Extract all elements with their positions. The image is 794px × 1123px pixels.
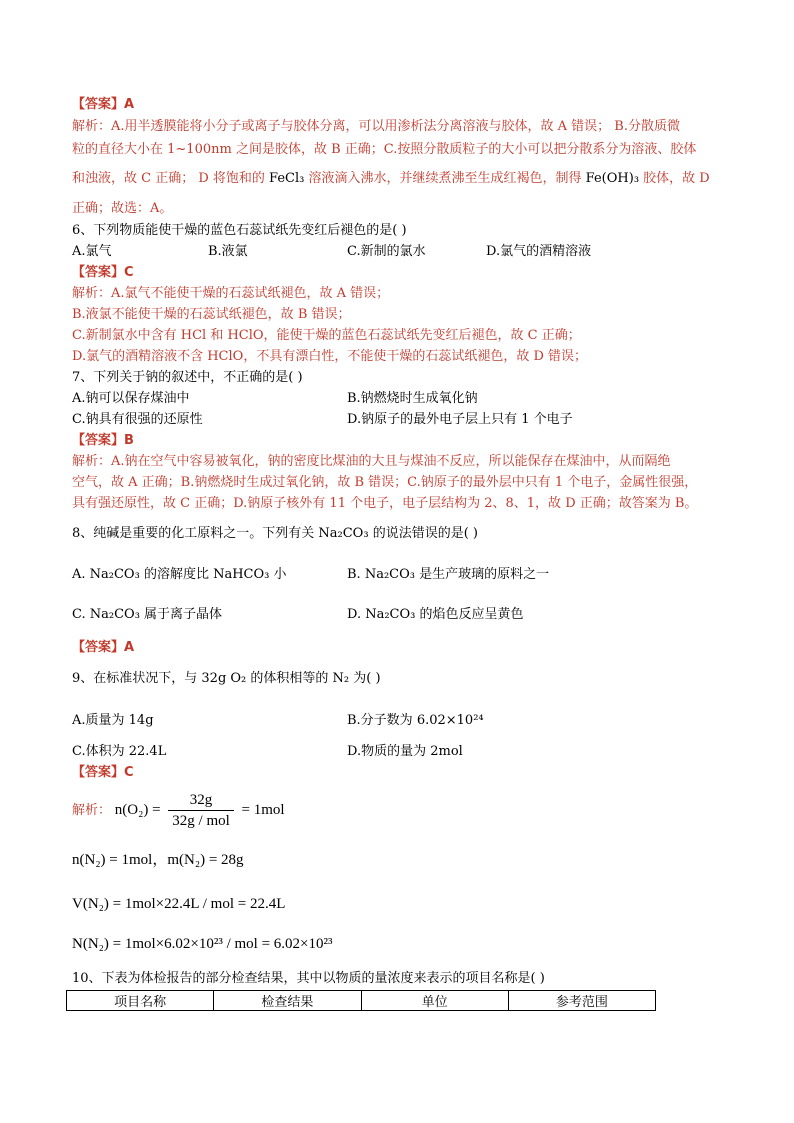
q7-explanation-line3: 具有强还原性，故 C 正确；D.钠原子核外有 11 个电子，电子层结构为 2、8、1，故 D 正确；故答案为 B。 [72,496,698,511]
table-header-cell: 单位 [361,991,508,1011]
q8-option-a: A. Na₂CO₃ 的溶解度比 NaHCO₃ 小 [72,567,287,582]
q8-answer-label: 【答案】A [72,640,135,655]
table-header-cell: 检查结果 [214,991,361,1011]
q7-option-d: D.钠原子的最外电子层上只有 1 个电子 [347,412,573,427]
q9-equation-2: n(N₂) = 1mol，m(N₂) = 28g [72,852,244,868]
q9-option-b: B.分子数为 6.02×10²⁴ [347,713,484,728]
q6-explanation-line4: D.氯气的酒精溶液不含 HClO，不具有漂白性，不能使干燥的石蕊试纸褪色，故 D 错误； [72,349,588,364]
q9-equation-1 [72,790,285,831]
q7-answer-label: 【答案】B [72,433,134,448]
q5-expl-3a: 和浊液，故 C 正确； D 将饱和的 [72,171,265,186]
q6-option-b: B.液氯 [208,244,248,259]
q7-explanation-line1: 解析：A.钠在空气中容易被氧化，钠的密度比煤油的大且与煤油不反应，所以能保存在煤油中，从而隔绝 [72,454,671,469]
q5-expl-3c: 胶体，故 D [643,171,710,186]
q9-answer-label: 【答案】C [72,765,134,780]
q8-option-c: C. Na₂CO₃ 属于离子晶体 [72,607,223,622]
q9-stem: 9、在标准状况下，与 32g O₂ 的体积相等的 N₂ 为( ) [72,671,381,686]
q8-option-d: D. Na₂CO₃ 的焰色反应呈黄色 [347,607,524,622]
q10-stem: 10、下表为体检报告的部分检查结果，其中以物质的量浓度来表示的项目名称是( ) [72,971,545,986]
q6-explanation-line1: 解析：A.氯气不能使干燥的石蕊试纸褪色，故 A 错误； [72,286,390,301]
q9-equation-4: N(N₂) = 1mol×6.02×10²³ / mol = 6.02×10²³ [72,936,333,952]
q5-explanation-line2: 粒的直径大小在 1~100nm 之间是胶体，故 B 正确；C.按照分散质粒子的大小可以把分散系分为溶液、胶体 [72,142,697,157]
table-header-cell: 项目名称 [67,991,214,1011]
q7-option-b: B.钠燃烧时生成氧化钠 [347,391,478,406]
q7-option-a: A.钠可以保存煤油中 [72,391,190,406]
q5-explanation-line1: 解析：A.用半透膜能将小分子或离子与胶体分离，可以用渗析法分离溶液与胶体，故 A 错误； B.分散质微 [72,119,680,134]
q9-eq1-fraction [168,790,234,831]
q9-eq1-denominator: 32g / mol [172,813,230,829]
q6-stem: 6、下列物质能使干燥的蓝色石蕊试纸先变红后褪色的是( ) [72,223,407,238]
q6-answer-label: 【答案】C [72,265,134,280]
q5-expl-3-chem: FeCl₃ [269,171,305,186]
q5-answer-label: 【答案】A [72,97,135,112]
q7-explanation-line2: 空气，故 A 正确；B.钠燃烧时生成过氧化钠，故 B 错误；C.钠原子的最外层中只有 1 个电子，金属性很强， [72,475,698,490]
q6-option-d: D.氯气的酒精溶液 [486,244,592,259]
q5-expl-3b: 溶液滴入沸水，并继续煮沸至生成红褐色，制得 [308,171,582,186]
q8-stem: 8、纯碱是重要的化工原料之一。下列有关 Na₂CO₃ 的说法错误的是( ) [72,526,478,541]
q7-option-c: C.钠具有很强的还原性 [72,412,203,427]
report-table [66,990,656,1011]
q9-option-c: C.体积为 22.4L [72,744,167,759]
q5-explanation-line3 [72,170,710,187]
q9-eq1-lhs: n(O₂) = [114,801,161,818]
q9-eq1-rhs: = 1mol [241,801,285,818]
q9-equation-3: V(N₂) = 1mol×22.4L / mol = 22.4L [72,896,286,912]
q8-option-b: B. Na₂CO₃ 是生产玻璃的原料之一 [347,567,550,582]
q6-option-a: A.氯气 [72,244,112,259]
q6-option-c: C.新制的氯水 [347,244,426,259]
q6-explanation-line3: C.新制氯水中含有 HCl 和 HClO，能使干燥的蓝色石蕊试纸先变红后褪色，故 C 正确； [72,328,581,343]
q5-explanation-line4: 正确；故选：A。 [72,201,173,216]
q7-stem: 7、下列关于钠的叙述中，不正确的是( ) [72,370,303,385]
q5-expl-3-chem2: Fe(OH)₃ [585,171,640,186]
q9-option-a: A.质量为 14g [72,713,154,728]
q9-expl-prefix: 解析： [72,802,112,818]
q6-explanation-line2: B.液氯不能使干燥的石蕊试纸褪色，故 B 错误； [72,307,351,322]
q9-option-d: D.物质的量为 2mol [347,744,463,759]
q9-eq1-numerator: 32g [168,790,234,811]
table-header-row [67,991,656,1011]
table-header-cell: 参考范围 [508,991,655,1011]
